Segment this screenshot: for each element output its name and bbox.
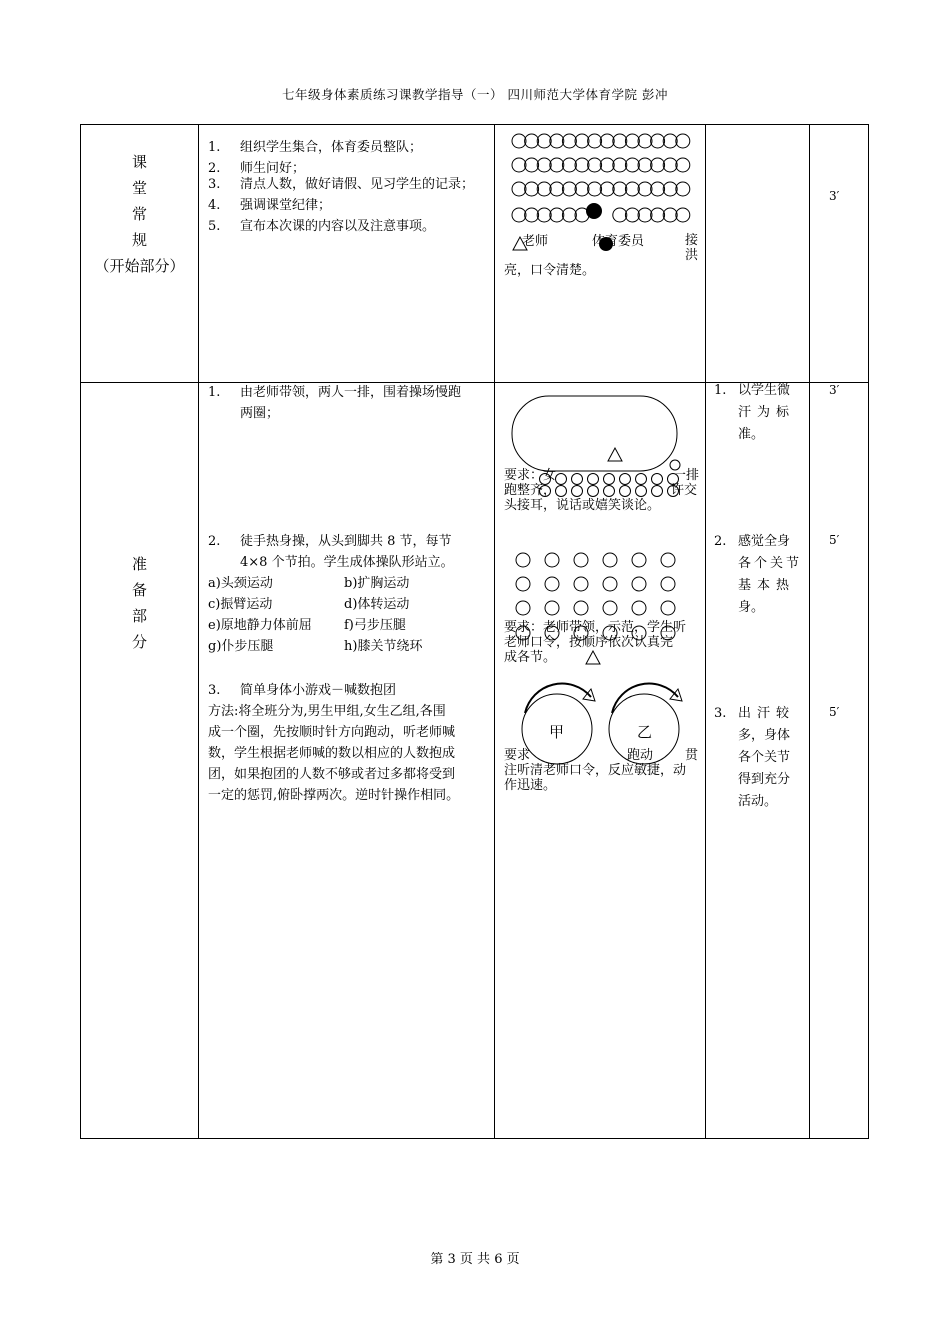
req3-d: 注听清老师口令，反应敏捷，动	[504, 763, 687, 778]
list-item: 1. 组织学生集合，体育委员整队；	[208, 140, 423, 155]
runner-circle	[652, 474, 663, 485]
runner-circle	[652, 486, 663, 497]
student-circle	[575, 182, 589, 196]
time-value: 5′	[829, 533, 840, 547]
student-circle	[562, 158, 576, 172]
list-item: 3. 清点人数，做好请假、见习学生的记录；	[208, 177, 475, 192]
student-circle	[651, 158, 665, 172]
item2	[208, 531, 490, 657]
student-circle	[588, 182, 602, 196]
student-circle	[663, 182, 677, 196]
lesson-table	[80, 124, 869, 1139]
runner-circle	[572, 474, 583, 485]
student-circle	[661, 577, 675, 591]
list-item-cont: 4×8 个节拍。学生成体操队形站立。	[240, 555, 454, 570]
method-line: 一定的惩罚,俯卧撑两次。逆时针操作相同。	[208, 788, 460, 803]
col-divider	[198, 125, 199, 1138]
student-circle	[588, 134, 602, 148]
item3	[208, 680, 490, 806]
runner-circle	[636, 474, 647, 485]
student-circle	[512, 158, 526, 172]
student-circle	[600, 158, 614, 172]
exercise-row: c)振臂运动 d)体转运动	[208, 597, 410, 612]
col-divider	[809, 125, 810, 1138]
student-circle	[512, 134, 526, 148]
exercise-row: e)原地静力体前屈 f)弓步压腿	[208, 618, 406, 633]
title-char: 部	[131, 607, 147, 625]
student-circle	[512, 182, 526, 196]
title-char: 准	[131, 555, 147, 573]
req2-line: 成各节。	[504, 650, 557, 665]
student-circle	[600, 182, 614, 196]
list-item: 2. 师生问好；	[208, 161, 306, 176]
req3-e: 作迅速。	[504, 778, 557, 793]
student-circle	[545, 601, 559, 615]
student-circle	[625, 158, 639, 172]
student-circle	[603, 601, 617, 615]
exercise-row: a)头颈运动 b)扩胸运动	[208, 576, 410, 591]
req1-d: 许交	[671, 483, 698, 498]
student-circle	[613, 182, 627, 196]
req2-line: 要求：老师带领，示范，学生听	[504, 620, 687, 635]
circle-label-b: 乙	[637, 723, 653, 741]
req1-c: 跑整齐，	[504, 483, 557, 498]
student-circle	[537, 134, 551, 148]
student-circle	[575, 134, 589, 148]
student-circle	[632, 577, 646, 591]
student-circle	[550, 134, 564, 148]
time-value: 5′	[829, 705, 840, 719]
req1-a: 要求：女	[504, 468, 557, 483]
circle-label-a: 甲	[549, 723, 565, 741]
student-circle	[537, 208, 551, 222]
student-circle	[651, 134, 665, 148]
runner-circle	[588, 486, 599, 497]
student-circle	[550, 158, 564, 172]
effect-1: 1. 以学生微 汗为标 准。	[714, 383, 796, 442]
title-char: 分	[131, 633, 147, 651]
title-char: 备	[131, 581, 147, 599]
student-circle	[537, 182, 551, 196]
section1-items	[208, 137, 493, 237]
req2-line: 老师口令，按顺序依次认真完	[504, 635, 674, 650]
method-line: 成一个圈，先按顺时针方向跑动，听老师喊	[208, 725, 456, 740]
student-circle	[676, 158, 690, 172]
student-circle	[575, 158, 589, 172]
note-tail: 接洪	[685, 233, 699, 263]
monitor-dot	[586, 203, 602, 219]
req3-b: 跑动	[627, 748, 654, 763]
section2-title	[81, 551, 198, 655]
runner-circle	[604, 474, 615, 485]
student-circle	[574, 577, 588, 591]
page-header: 七年级身体素质练习课教学指导（一） 四川师范大学体育学院 彭冲	[282, 87, 668, 102]
legend-teacher: 老师	[522, 234, 549, 249]
student-circle	[613, 158, 627, 172]
student-circle	[516, 553, 530, 567]
title-char: 常	[131, 205, 147, 223]
student-circle	[525, 158, 539, 172]
section1-title	[81, 149, 198, 279]
student-circle	[625, 182, 639, 196]
student-circle	[537, 158, 551, 172]
student-circle	[512, 208, 526, 222]
student-circle	[632, 553, 646, 567]
effect-3: 3. 出汗较 多，身体 各个关节 得到充分 活动。	[714, 706, 796, 809]
list-item: 1. 由老师带领，两人一排，围着操场慢跑	[208, 385, 462, 400]
teacher-triangle-icon	[586, 651, 600, 664]
teacher-triangle-icon	[608, 448, 622, 461]
student-circle	[651, 208, 665, 222]
student-circle	[545, 577, 559, 591]
runner-circle	[588, 474, 599, 485]
method-line: 数，学生根据老师喊的数以相应的人数抱成	[208, 746, 456, 761]
student-circle	[562, 182, 576, 196]
student-circle	[625, 134, 639, 148]
student-circle	[525, 208, 539, 222]
list-item: 5. 宣布本次课的内容以及注意事项。	[208, 219, 436, 234]
page-footer: 第 3 页 共 6 页	[430, 1252, 520, 1267]
item1	[208, 382, 490, 424]
student-circle	[663, 134, 677, 148]
time-value: 3′	[829, 189, 840, 203]
student-circle	[632, 601, 646, 615]
student-circle	[638, 158, 652, 172]
note-line: 亮，口令清楚。	[504, 263, 596, 278]
student-circle	[651, 182, 665, 196]
list-item: 3. 简单身体小游戏－喊数抱团	[208, 683, 397, 698]
title-char: 课	[131, 153, 147, 171]
req3-c: 贯	[685, 748, 699, 763]
exercise-row: g)仆步压腿 h)膝关节绕环	[208, 639, 423, 654]
list-item-cont: 两圈；	[240, 406, 280, 421]
student-circle	[638, 208, 652, 222]
student-circle	[603, 553, 617, 567]
student-circle	[588, 158, 602, 172]
req1-e: 头接耳，说话或嬉笑谈论。	[504, 498, 661, 513]
student-circle	[545, 553, 559, 567]
req3-a: 要求	[504, 748, 531, 763]
student-circle	[550, 208, 564, 222]
student-circle	[603, 577, 617, 591]
student-circle	[562, 208, 576, 222]
student-circle	[613, 208, 627, 222]
title-char: 堂	[131, 179, 147, 197]
student-circle	[516, 577, 530, 591]
title-sub: （开始部分）	[94, 257, 185, 275]
list-item: 2. 徒手热身操，从头到脚共 8 节，每节	[208, 534, 452, 549]
req1-b: 一排	[673, 468, 700, 483]
time-value: 3′	[829, 383, 840, 397]
student-circle	[676, 134, 690, 148]
title-char: 规	[131, 231, 147, 249]
runner-circle	[556, 474, 567, 485]
student-circle	[661, 601, 675, 615]
runner-circle	[620, 486, 631, 497]
student-circle	[625, 208, 639, 222]
runner-circle	[572, 486, 583, 497]
student-circle	[525, 134, 539, 148]
runner-circle	[620, 474, 631, 485]
student-circle	[550, 182, 564, 196]
student-circle	[638, 134, 652, 148]
student-circle	[638, 182, 652, 196]
col-divider	[705, 125, 706, 1138]
method-line: 方法:将全班分为,男生甲组,女生乙组,各围	[208, 704, 446, 719]
runner-circle	[556, 486, 567, 497]
legend-monitor: 体育委员	[592, 234, 645, 249]
student-circle	[516, 601, 530, 615]
runner-circle	[604, 486, 615, 497]
student-circle	[663, 158, 677, 172]
effect-2: 2. 感觉全身 各个关节 基本热 身。	[714, 534, 803, 615]
student-circle	[661, 553, 675, 567]
student-circle	[574, 553, 588, 567]
student-circle	[562, 134, 576, 148]
student-circle	[676, 208, 690, 222]
list-item: 4. 强调课堂纪律；	[208, 198, 332, 213]
student-circle	[663, 208, 677, 222]
method-line: 团，如果抱团的人数不够或者过多都将受到	[208, 767, 456, 782]
student-circle	[600, 134, 614, 148]
student-circle	[613, 134, 627, 148]
student-circle	[574, 601, 588, 615]
track-shape	[512, 396, 677, 471]
student-circle	[525, 182, 539, 196]
runner-circle	[636, 486, 647, 497]
student-circle	[676, 182, 690, 196]
